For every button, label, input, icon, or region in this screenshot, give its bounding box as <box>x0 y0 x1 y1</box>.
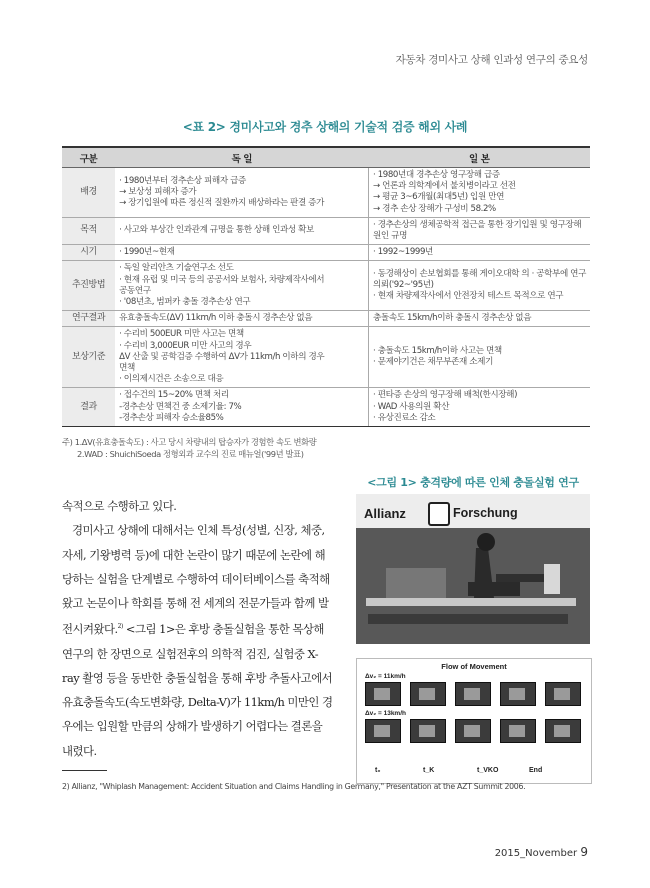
table-notes <box>62 437 316 460</box>
japan-cell-line: · 동경해상이 손보협회를 통해 게이오대학 의 · 공학부에 연구 <box>373 269 586 280</box>
table-row <box>62 245 590 261</box>
japan-cell-line: · 유상진료소 감소 <box>373 412 436 423</box>
germany-cell-line: → 장기입원에 따른 정신적 질환까지 배상하라는 판결 증가 <box>119 198 324 208</box>
frame-r1-3 <box>455 682 491 706</box>
japan-cell <box>369 311 590 327</box>
japan-cell <box>369 327 590 388</box>
flow-of-movement-figure <box>356 658 592 784</box>
table-row <box>62 327 590 388</box>
comparison-table <box>62 146 590 427</box>
table-row <box>62 168 590 218</box>
germany-cell-line: · 접수건의 15~20% 면책 처리 <box>119 390 229 401</box>
seat-base <box>468 582 520 596</box>
allianz-seal-icon <box>428 502 450 526</box>
japan-cell-line: · 1992~1999년 <box>373 247 433 258</box>
japan-cell-line: → 평균 3~6개월(최대5년) 입원 만연 <box>373 192 504 203</box>
sled-base <box>368 614 568 624</box>
germany-cell-line: · 수리비 3,000EUR 미만 사고의 경우 <box>119 340 252 351</box>
page-number: 9 <box>580 845 588 859</box>
japan-cell-line: · 현재 차량제작사에서 안전장치 테스트 목적으로 연구 <box>373 291 564 302</box>
row-category: 배경 <box>62 168 115 218</box>
dummy-head <box>477 533 495 551</box>
page-footer <box>495 845 588 859</box>
japan-cell-line: · 경추손상의 생체공학적 접근을 통한 장기입원 및 영구장해 <box>373 219 582 230</box>
frame-r2-4 <box>500 719 536 743</box>
dummy-legs <box>496 574 546 582</box>
crash-test-photo <box>356 494 590 644</box>
japan-cell-line: 의뢰('92~'95년) <box>373 280 434 291</box>
timeline-tk: t_K <box>423 767 435 774</box>
germany-cell-line: · 이의제시건은 소송으로 대응 <box>119 374 224 385</box>
body-text <box>62 494 334 763</box>
germany-cell-line: 면책 <box>119 363 135 374</box>
row-category: 목적 <box>62 217 115 244</box>
frame-r1-2 <box>410 682 446 706</box>
germany-cell-line: 공동연구 <box>119 285 151 296</box>
japan-cell-line: → 경추 손상 장해가 구성비 58.2% <box>373 203 496 214</box>
frame-r2-5 <box>545 719 581 743</box>
row2-label: Δv₂ = 13km/h <box>365 710 406 717</box>
frame-r1-5 <box>545 682 581 706</box>
sled-rail <box>366 598 576 606</box>
row-category: 추진방법 <box>62 261 115 311</box>
rig-frame <box>544 564 560 594</box>
germany-cell <box>115 311 368 327</box>
frame-r2-1 <box>365 719 401 743</box>
timeline-tvko: t_VKO <box>477 767 499 774</box>
germany-cell <box>115 245 368 261</box>
row-category: 결과 <box>62 388 115 427</box>
photo-logo-allianz: Allianz <box>364 506 406 521</box>
germany-cell-line: -경추손상 면책건 중 소제기율: 7% <box>119 401 242 412</box>
rig-back <box>386 568 446 598</box>
table-row <box>62 217 590 244</box>
table-row <box>62 388 590 427</box>
germany-cell-line: ΔV 산출 및 공학검증 수행하여 ΔV가 11km/h 이하의 경우 <box>119 351 325 362</box>
footnote: 2) Allianz, "Whiplash Management: Accident Situation and Claims Handling in Germany," Presentation at the AZT Summit 2006. <box>62 782 526 791</box>
photo-logo-forschung: Forschung <box>453 506 518 520</box>
japan-cell <box>369 388 590 427</box>
table-row <box>62 311 590 327</box>
japan-cell <box>369 261 590 311</box>
figure-title: <그림 1> 충격량에 따른 인체 충돌실험 연구 <box>367 476 579 489</box>
body-line-top: 속적으로 수행하고 있다. <box>62 499 177 513</box>
issue-label: 2015_November <box>494 848 578 859</box>
table-header-row <box>62 147 590 168</box>
germany-cell-line: → 보상성 피해자 증가 <box>119 186 197 197</box>
japan-cell-line: · 1980년대 경추손상 영구장해 급증 <box>373 170 500 180</box>
running-head: 자동차 경미사고 상해 인과성 연구의 중요성 <box>395 54 588 66</box>
frame-r2-3 <box>455 719 491 743</box>
japan-cell-line: · 편타증 손상의 영구장해 배척(한시장해) <box>373 390 518 401</box>
germany-cell <box>115 327 368 388</box>
japan-cell-line: → 언론과 의학계에서 불치병이라고 선전 <box>373 181 516 192</box>
timeline-t0: t₀ <box>375 767 381 774</box>
frame-r1-4 <box>500 682 536 706</box>
flow-title: Flow of Movement <box>441 662 507 671</box>
body-para-end: <그림 1>은 후방 충돌실험을 통한 목상해 연구의 한 장면으로 실험전후의 의학적 검진, 실험중 X-ray 촬영 등을 동반한 충돌실험을 통해 후방 추돌사고에서 유효충돌속도(속도변화량, Delta-V)가 11km/h 미만인 경우에는 입원할 만큼의 상해가 발생하기 어렵다는 결론을 내렸다. <box>62 622 333 758</box>
germany-cell-line: · 현재 유럽 및 미국 등의 공공서와 보험사, 차량제작사에서 <box>119 274 325 285</box>
footnote-ref[interactable]: 2) <box>117 623 123 631</box>
japan-cell <box>369 168 590 218</box>
japan-cell <box>369 217 590 244</box>
germany-cell-line: · 사고와 부상간 인과관계 규명을 통한 상해 인과성 확보 <box>119 225 314 236</box>
row1-label: Δv₂ = 11km/h <box>365 673 406 680</box>
japan-cell <box>369 245 590 261</box>
frame-r2-2 <box>410 719 446 743</box>
body-para-start: 경미사고 상해에 대해서는 인체 특성(성별, 신장, 체중, 자세, 기왕병력 등)에 대한 논란이 많기 때문에 논란에 해당하는 실험을 단계별로 수행하여 데이터베이스를 축적해왔고 논문이나 학회를 통해 전 세계의 전문가들과 함께 발전시켜왔다. <box>62 523 330 637</box>
note-1: 주) 1.ΔV(유효충돌속도) : 사고 당시 차량내의 탑승자가 경험한 속도 변화량 <box>62 437 317 447</box>
germany-cell <box>115 261 368 311</box>
germany-cell-line: · 1980년부터 경추손상 피해자 급증 <box>119 175 246 186</box>
japan-cell-line: · WAD 사용의원 확산 <box>373 401 450 412</box>
note-2: 2.WAD : ShuichiSoeda 정형외과 교수의 진료 매뉴얼('99년 발표) <box>77 448 304 459</box>
timeline-end: End <box>529 767 543 774</box>
crash-sled-image <box>356 528 590 644</box>
header-germany: 독 일 <box>115 147 368 168</box>
germany-cell <box>115 388 368 427</box>
germany-cell-line: -경추손상 피해자 승소율85% <box>119 412 224 423</box>
body-paragraph <box>62 518 334 763</box>
germany-cell <box>115 168 368 218</box>
japan-cell-line: 충돌속도 15km/h이하 충돌시 경추손상 없음 <box>373 313 532 324</box>
germany-cell-line: · 수리비 500EUR 미만 사고는 면책 <box>119 329 244 340</box>
footnote-rule <box>62 770 107 771</box>
japan-cell-line: 원인 규명 <box>373 231 407 242</box>
germany-cell-line: · '08년초, 범퍼카 충돌 경추손상 연구 <box>119 297 251 308</box>
germany-cell-line: 유효충돌속도(ΔV) 11km/h 이하 충돌시 경추손상 없음 <box>119 313 313 324</box>
row-category: 보상기준 <box>62 327 115 388</box>
header-category: 구분 <box>62 147 115 168</box>
table-row <box>62 261 590 311</box>
row-category: 연구결과 <box>62 311 115 327</box>
germany-cell-line: · 독일 알리안츠 기술연구소 선도 <box>119 263 234 274</box>
row-category: 시기 <box>62 245 115 261</box>
frame-r1-1 <box>365 682 401 706</box>
header-japan: 일 본 <box>369 147 590 168</box>
germany-cell-line: · 1990년~현재 <box>119 247 175 258</box>
japan-cell-line: · 충돌속도 15km/h이하 사고는 면책 <box>373 346 502 357</box>
japan-cell-line: · 문제야기건은 채무부존재 소제기 <box>373 357 493 368</box>
germany-cell <box>115 217 368 244</box>
table-title: <표 2> 경미사고와 경추 상해의 기술적 검증 해외 사례 <box>182 120 468 134</box>
